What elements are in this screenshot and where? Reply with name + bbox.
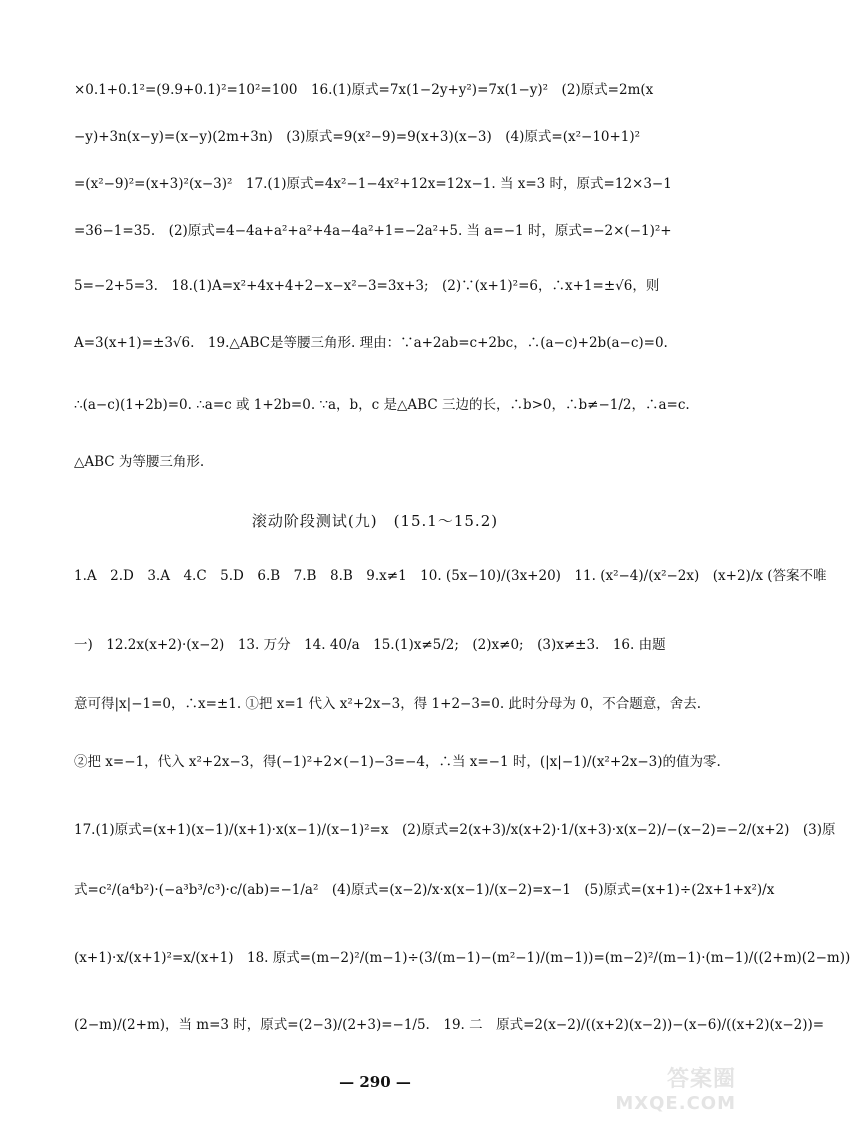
watermark-logo — [615, 1068, 736, 1116]
text-line: A=3(x+1)=±3√6. 19.△ABC是等腰三角形. 理由：∵a+2ab=c+2bc，∴(a−c)+2b(a−c)=0. — [74, 335, 668, 351]
text-line: =(x²−9)²=(x+3)²(x−3)² 17.(1)原式=4x²−1−4x²+12x=12x−1. 当 x=3 时，原式=12×3−1 — [74, 176, 672, 192]
text-line: 17.(1)原式=(x+1)(x−1)/(x+1)·x(x−1)/(x−1)²=x (2)原式=2(x+3)/x(x+2)·1/(x+3)·x(x−2)/−(x−2)=−2/(x+2) (3)原 — [74, 822, 836, 838]
text-line: =36−1=35. (2)原式=4−4a+a²+a²+4a−4a²+1=−2a²+5. 当 a=−1 时，原式=−2×(−1)²+ — [74, 223, 672, 239]
watermark-url: MXQE.COM — [615, 1093, 736, 1114]
text-line: −y)+3n(x−y)=(x−y)(2m+3n) (3)原式=9(x²−9)=9(x+3)(x−3) (4)原式=(x²−10+1)² — [74, 129, 641, 145]
text-line: ×0.1+0.1²=(9.9+0.1)²=10²=100 16.(1)原式=7x(1−2y+y²)=7x(1−y)² (2)原式=2m(x — [74, 82, 654, 98]
text-line: ∴(a−c)(1+2b)=0. ∴a=c 或 1+2b=0. ∵a，b，c 是△ABC 三边的长，∴b>0，∴b≠−1/2，∴a=c. — [74, 397, 690, 413]
text-line: (2−m)/(2+m)，当 m=3 时，原式=(2−3)/(2+3)=−1/5. 19. 二 原式=2(x−2)/((x+2)(x−2))−(x−6)/((x+2)(x−2))= — [74, 1017, 825, 1033]
text-line: (x+1)·x/(x+1)²=x/(x+1) 18. 原式=(m−2)²/(m−1)÷(3/(m−1)−(m²−1)/(m−1))=(m−2)²/(m−1)·(m−1)/((2+m)(2−m)) — [74, 950, 850, 966]
page-number: — 290 — — [339, 1073, 411, 1091]
text-line: 式=c²/(a⁴b²)·(−a³b³/c³)·c/(ab)=−1/a² (4)原式=(x−2)/x·x(x−1)/(x−2)=x−1 (5)原式=(x+1)÷(2x+1+x²)/x — [74, 882, 775, 898]
text-line: 一) 12.2x(x+2)·(x−2) 13. 万分 14. 40/a 15.(1)x≠5/2; (2)x≠0; (3)x≠±3. 16. 由题 — [74, 637, 666, 653]
text-line: 5=−2+5=3. 18.(1)A=x²+4x+4+2−x−x²−3=3x+3; (2)∵(x+1)²=6，∴x+1=±√6，则 — [74, 278, 660, 294]
watermark-text: 答案圈 — [666, 1067, 736, 1092]
text-line: ②把 x=−1，代入 x²+2x−3，得(−1)²+2×(−1)−3=−4，∴当 x=−1 时，(|x|−1)/(x²+2x−3)的值为零. — [74, 754, 721, 770]
section-title: 滚动阶段测试(九) (15.1～15.2) — [251, 512, 499, 530]
text-line: 1.A 2.D 3.A 4.C 5.D 6.B 7.B 8.B 9.x≠1 10. (5x−10)/(3x+20) 11. (x²−4)/(x²−2x) (x+2)/x (答案不唯 — [74, 568, 827, 584]
text-line: 意可得|x|−1=0，∴x=±1. ①把 x=1 代入 x²+2x−3，得 1+2−3=0. 此时分母为 0，不合题意，舍去. — [74, 696, 702, 712]
text-line: △ABC 为等腰三角形. — [74, 454, 205, 470]
